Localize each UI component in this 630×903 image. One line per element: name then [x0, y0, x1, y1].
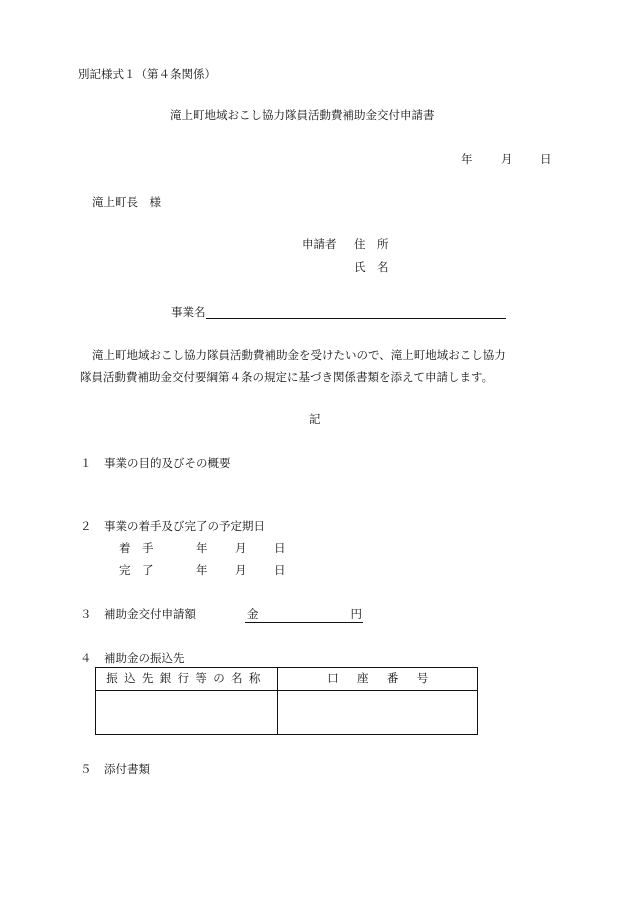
item-3-label: 補助金交付申請額 [104, 607, 196, 621]
amount-field[interactable] [245, 609, 363, 623]
addressee: 滝上町長 様 [92, 195, 161, 209]
applicant-label: 申請者 [302, 237, 337, 251]
body-text-line-2: 隊員活動費補助金交付要綱第４条の規定に基づき関係書類を添えて申請します。 [80, 370, 494, 384]
item-4-label: 補助金の振込先 [104, 651, 185, 665]
date-day: 日 [540, 152, 552, 166]
schedule-start-month: 月 [235, 541, 247, 555]
item-5-number: ５ [80, 762, 92, 776]
item-1-number: １ [80, 456, 92, 470]
amount-suffix: 円 [350, 607, 362, 621]
bank-name-cell[interactable] [96, 691, 278, 735]
item-3-number: ３ [80, 607, 92, 621]
document-title: 滝上町地域おこし協力隊員活動費補助金交付申請書 [170, 108, 435, 122]
item-2-label: 事業の着手及び完了の予定期日 [104, 519, 265, 533]
schedule-end-month: 月 [235, 563, 247, 577]
item-5-label: 添付書類 [104, 762, 150, 776]
bank-table-header-row [96, 668, 478, 691]
item-4-number: ４ [80, 651, 92, 665]
schedule-start-day: 日 [274, 541, 286, 555]
schedule-start-year: 年 [196, 541, 208, 555]
schedule-end-day: 日 [274, 563, 286, 577]
item-1-label: 事業の目的及びその概要 [104, 456, 231, 470]
bank-table-input-row [96, 691, 478, 735]
project-name-field[interactable] [206, 318, 506, 319]
body-text-line-1: 滝上町地域おこし協力隊員活動費補助金を受けたいので、滝上町地域おこし協力 [92, 348, 506, 362]
date-year: 年 [461, 152, 473, 166]
date-month: 月 [501, 152, 513, 166]
account-number-cell[interactable] [278, 691, 478, 735]
applicant-name-label: 氏 名 [354, 260, 389, 274]
schedule-end-year: 年 [196, 563, 208, 577]
item-2-number: ２ [80, 519, 92, 533]
bank-transfer-table [95, 667, 478, 735]
form-reference: 別記様式１（第４条関係） [78, 67, 216, 81]
ki-heading: 記 [309, 412, 321, 426]
amount-prefix: 金 [247, 607, 259, 621]
account-number-header: 口座番号 [278, 668, 478, 691]
project-name-label: 事業名 [171, 305, 206, 319]
bank-name-header: 振込先銀行等の名称 [96, 668, 278, 691]
applicant-address-label: 住 所 [354, 237, 389, 251]
schedule-start-label: 着 手 [119, 541, 154, 555]
schedule-end-label: 完 了 [119, 563, 154, 577]
